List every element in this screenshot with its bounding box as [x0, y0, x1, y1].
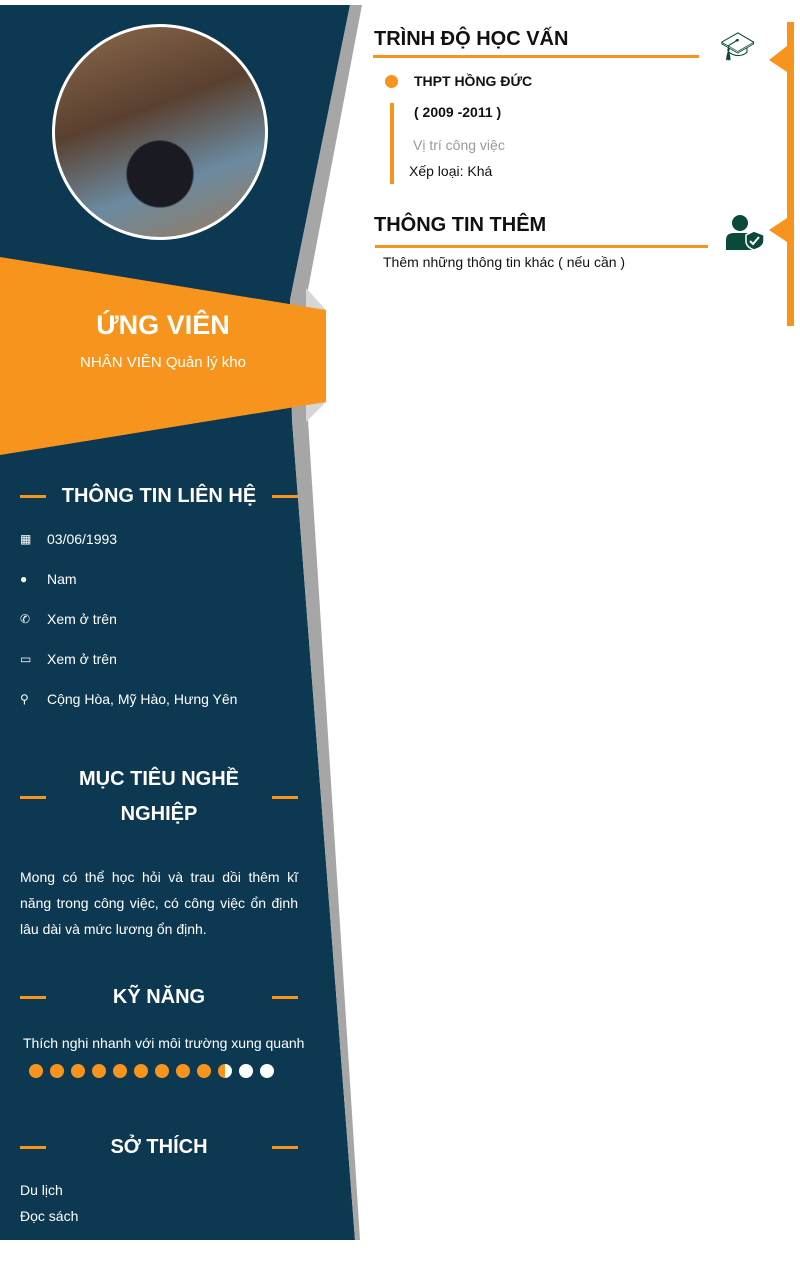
- user-shield-icon: [726, 214, 764, 250]
- extra-text: Thêm những thông tin khác ( nếu cần ): [383, 254, 626, 270]
- skills-heading: KỸ NĂNG: [20, 980, 298, 1015]
- avatar: [52, 24, 268, 240]
- hobby-item: Đọc sách: [20, 1208, 79, 1224]
- graduation-cap-icon: 🎓︎: [720, 31, 756, 62]
- contact-phone: ✆ Xem ở trên: [20, 611, 117, 627]
- school-name: THPT HỒNG ĐỨC: [414, 73, 533, 89]
- timeline-bar: [787, 22, 794, 326]
- objective-heading: MỤC TIÊU NGHỀ NGHIỆP: [20, 762, 298, 832]
- education-position: Vị trí công việc: [413, 137, 505, 153]
- job-title: NHÂN VIÊN Quản lý kho: [80, 354, 246, 371]
- candidate-name: ỨNG VIÊN: [96, 310, 230, 340]
- education-grade: Xếp loại: Khá: [409, 163, 493, 179]
- hobby-item: Du lịch: [20, 1182, 63, 1198]
- education-period: ( 2009 -2011 ): [414, 104, 502, 120]
- email-icon: ▭: [20, 652, 32, 666]
- objective-text: Mong có thể học hỏi và trau dồi thêm kĩ năng trong công việc, có công việc ổn định lâu dài và mức lương ổn định.: [20, 869, 298, 937]
- hobbies-heading: SỞ THÍCH: [20, 1130, 298, 1165]
- divider: [375, 245, 708, 248]
- contact-birthday: ▦ 03/06/1993: [20, 531, 118, 547]
- timeline-line: [390, 103, 394, 184]
- contact-gender: ● Nam: [20, 571, 77, 587]
- education-heading: TRÌNH ĐỘ HỌC VẤN: [374, 28, 569, 50]
- phone-icon: ✆: [20, 612, 31, 626]
- location-icon: ⚲: [20, 692, 29, 706]
- user-icon: ●: [20, 572, 28, 586]
- skill-rating: [29, 1064, 274, 1078]
- extra-heading: THÔNG TIN THÊM: [374, 214, 547, 236]
- contact-address: ⚲ Cộng Hòa, Mỹ Hào, Hưng Yên: [20, 691, 238, 707]
- timeline-dot: [385, 75, 398, 88]
- contact-heading: THÔNG TIN LIÊN HỆ: [20, 479, 298, 514]
- contact-email: ▭ Xem ở trên: [20, 651, 117, 667]
- calendar-icon: ▦: [20, 532, 32, 546]
- skill-name: Thích nghi nhanh với môi trường xung quanh: [23, 1035, 305, 1051]
- divider: [373, 55, 699, 58]
